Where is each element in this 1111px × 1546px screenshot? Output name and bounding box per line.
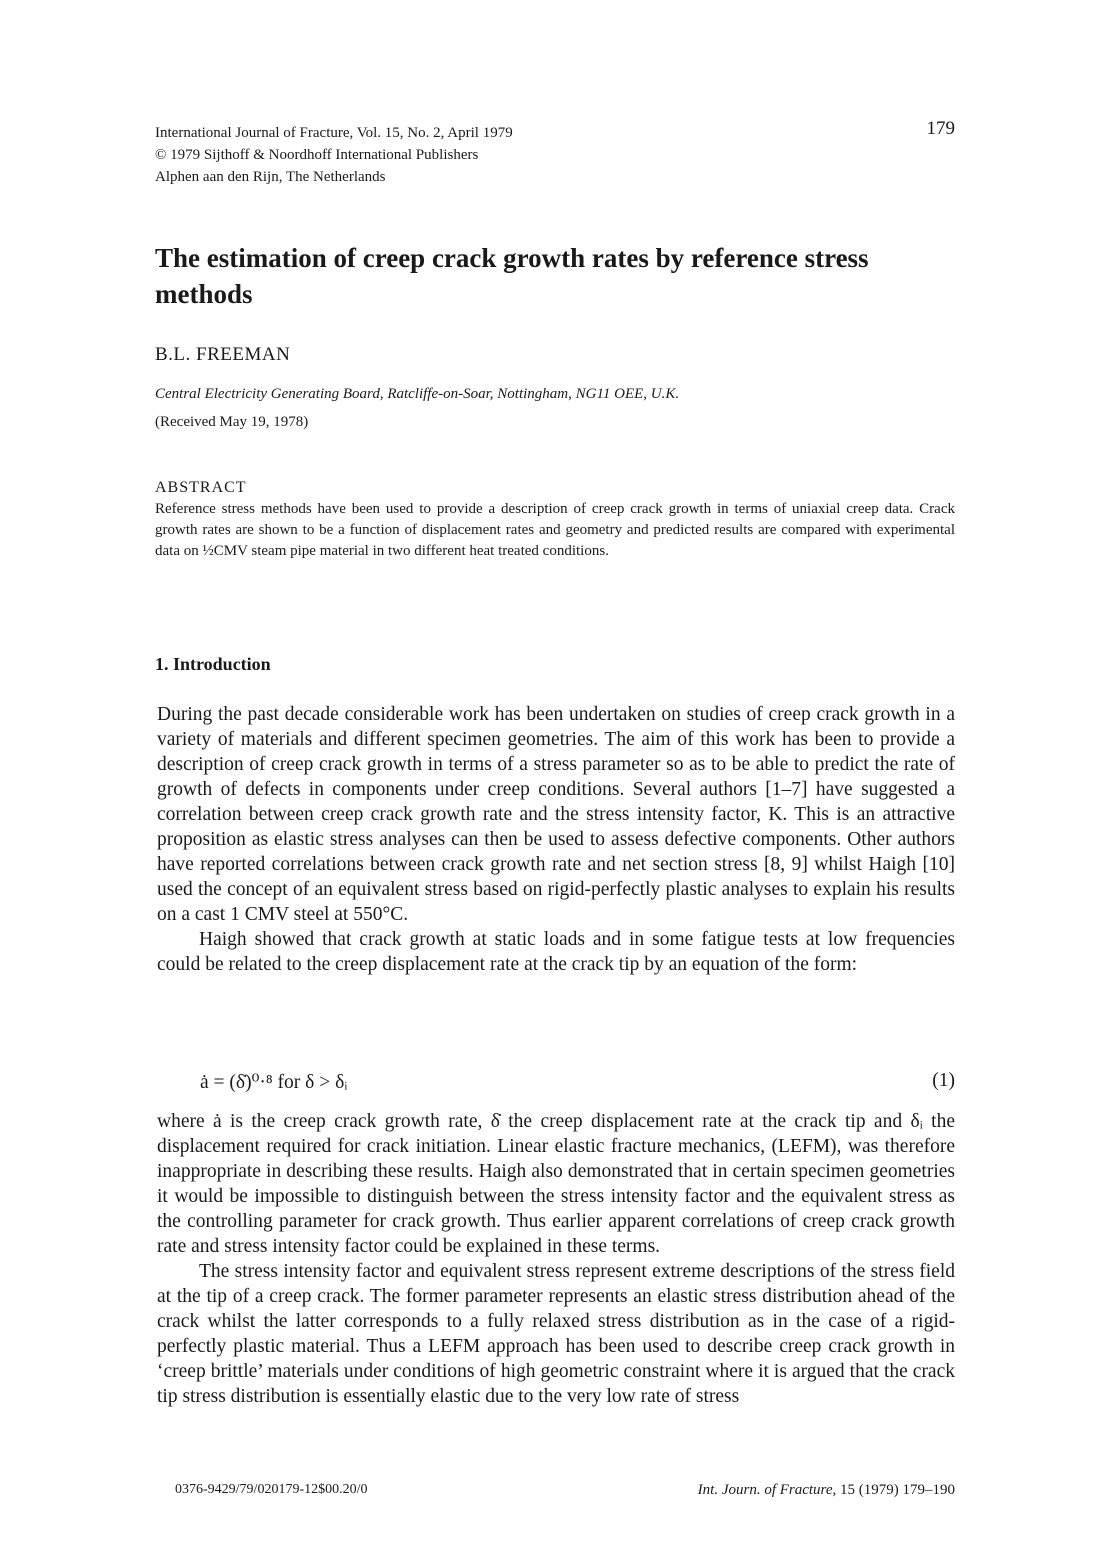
location-line: Alphen aan den Rijn, The Netherlands	[155, 169, 386, 185]
received-date: (Received May 19, 1978)	[155, 414, 309, 430]
paragraph-1: During the past decade considerable work has been undertaken on studies of creep crack growth in a variety of materials and different specimen geometries. The aim of this work has been to provide a description of creep crack growth in terms of a stress parameter so as to be able to predict the rate of growth of defects in components under creep conditions. Several authors [1–7] have suggested a correlation between creep crack growth rate and the stress intensity factor, K. This is an attractive proposition as elastic stress analyses can then be used to assess defective components. Other authors have reported correlations between crack growth rate and net section stress [8, 9] whilst Haigh [10] used the concept of an equivalent stress based on rigid-perfectly plastic analyses to explain his results on a cast 1 CMV steel at 550°C.	[157, 704, 955, 925]
page-number: 179	[926, 118, 955, 139]
journal-line: International Journal of Fracture, Vol. 15, No. 2, April 1979	[155, 125, 513, 141]
body-block-1	[157, 702, 955, 977]
footer-volume-pages: 15 (1979) 179–190	[836, 1482, 955, 1498]
footer-citation	[698, 1482, 955, 1499]
equation-row	[200, 1070, 955, 1094]
paragraph-4: The stress intensity factor and equivalent stress represent extreme descriptions of the stress field at the tip of a creep crack. The former parameter represents an elastic stress distribution ahead of the crack whilst the latter corresponds to a fully relaxed stress distribution as in the case of a rigid-perfectly plastic material. Thus a LEFM approach has been used to describe creep crack growth in ‘creep brittle’ materials under conditions of high geometric constraint where it is argued that the crack tip stress distribution is essentially elastic due to the very low rate of stress	[157, 1261, 955, 1407]
abstract-text: Reference stress methods have been used to provide a description of creep crack growth in terms of uniaxial creep data. Crack growth rates are shown to be a function of displacement rates and geometry and predicted results are compared with experimental data on ½CMV steam pipe material in two different heat treated conditions.	[155, 501, 955, 559]
author-name: B.L. FREEMAN	[155, 344, 291, 365]
copyright-line: © 1979 Sijthoff & Noordhoff International Publishers	[155, 147, 479, 163]
equation-number: (1)	[932, 1070, 955, 1091]
footer-code: 0376-9429/79/020179-12$00.20/0	[175, 1482, 368, 1497]
section-heading: 1. Introduction	[155, 654, 271, 674]
body-block-2	[157, 1109, 955, 1409]
article-title: The estimation of creep crack growth rates by reference stress methods	[155, 243, 869, 309]
paragraph-2: Haigh showed that crack growth at static loads and in some fatigue tests at low frequencies could be related to the creep displacement rate at the crack tip by an equation of the form:	[157, 929, 955, 975]
footer-journal: Int. Journ. of Fracture,	[697, 1482, 837, 1498]
abstract-heading: ABSTRACT	[155, 479, 247, 496]
paragraph-3: where ȧ is the creep crack growth rate, δ̇ the creep displacement rate at the crack tip and δᵢ the displacement required for crack initiation. Linear elastic fracture mechanics, (LEFM), was therefore inappropriate in describing these results. Haigh also demonstrated that in certain specimen geometries it would be impossible to distinguish between the stress intensity factor and the equivalent stress as the controlling parameter for crack growth. Thus earlier apparent correlations of creep crack growth rate and stress intensity factor could be explained in these terms.	[157, 1111, 955, 1257]
equation: ȧ = (δ̇)⁰·⁸ for δ > δᵢ	[200, 1072, 348, 1093]
author-affiliation: Central Electricity Generating Board, Ratcliffe-on-Soar, Nottingham, NG11 OEE, U.K.	[155, 386, 680, 402]
